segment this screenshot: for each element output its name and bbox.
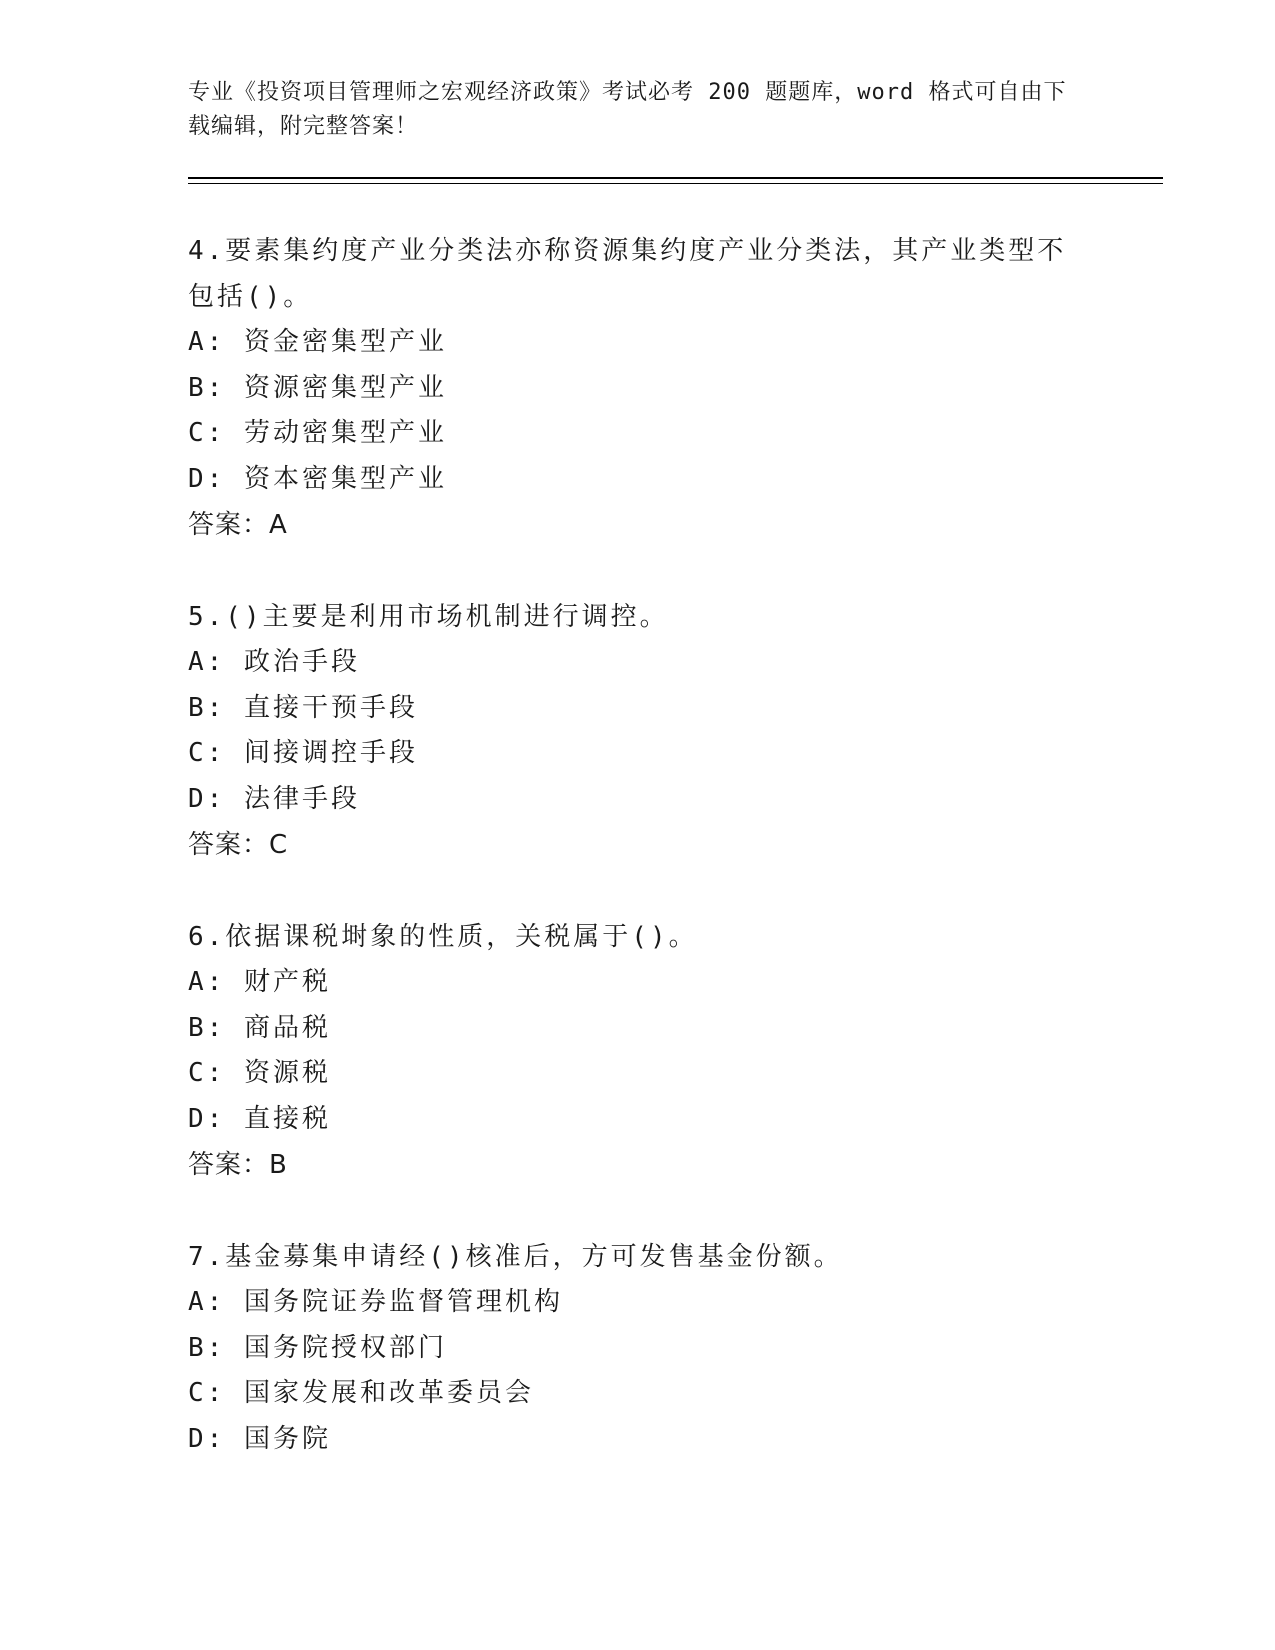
question-stem: 4.要素集约度产业分类法亦称资源集约度产业分类法，其产业类型不包括()。 xyxy=(188,236,1067,312)
answer-line: 答案：A xyxy=(188,510,288,540)
question-list xyxy=(188,228,1088,1508)
option-d: D: 直接税 xyxy=(188,1103,331,1134)
question-stem: 6.依据课税埘象的性质，关税属于()。 xyxy=(188,922,698,952)
option-a: A: 政治手段 xyxy=(188,647,360,677)
option-c: C: 间接调控手段 xyxy=(188,738,418,768)
question-7 xyxy=(188,1234,1088,1462)
option-d: D: 资本密集型产业 xyxy=(188,463,447,494)
question-5 xyxy=(188,594,1088,868)
option-d: D: 国务院 xyxy=(188,1423,331,1454)
question-6 xyxy=(188,914,1088,1188)
option-c: C: 资源税 xyxy=(188,1058,331,1088)
option-c: C: 国家发展和改革委员会 xyxy=(188,1378,534,1408)
option-b: B: 资源密集型产业 xyxy=(188,372,447,403)
option-a: A: 资金密集型产业 xyxy=(188,327,447,357)
option-b: B: 商品税 xyxy=(188,1012,331,1043)
question-stem: 5.()主要是利用市场机制进行调控。 xyxy=(188,602,669,632)
option-b: B: 直接干预手段 xyxy=(188,692,418,723)
document-header: 专业《投资项目管理师之宏观经济政策》考试必考 200 题题库，word 格式可自由下载编辑，附完整答案！ xyxy=(188,80,1067,139)
answer-line: 答案：C xyxy=(188,830,289,860)
option-c: C: 劳动密集型产业 xyxy=(188,418,447,448)
option-b: B: 国务院授权部门 xyxy=(188,1332,447,1363)
option-a: A: 财产税 xyxy=(188,967,331,997)
header-divider-thin xyxy=(188,183,1163,184)
question-4 xyxy=(188,228,1088,548)
question-stem: 7.基金募集申请经()核准后，方可发售基金份额。 xyxy=(188,1242,843,1272)
answer-line: 答案：B xyxy=(188,1150,288,1180)
option-d: D: 法律手段 xyxy=(188,783,360,814)
option-a: A: 国务院证券监督管理机构 xyxy=(188,1287,563,1317)
header-divider-thick xyxy=(188,177,1163,179)
